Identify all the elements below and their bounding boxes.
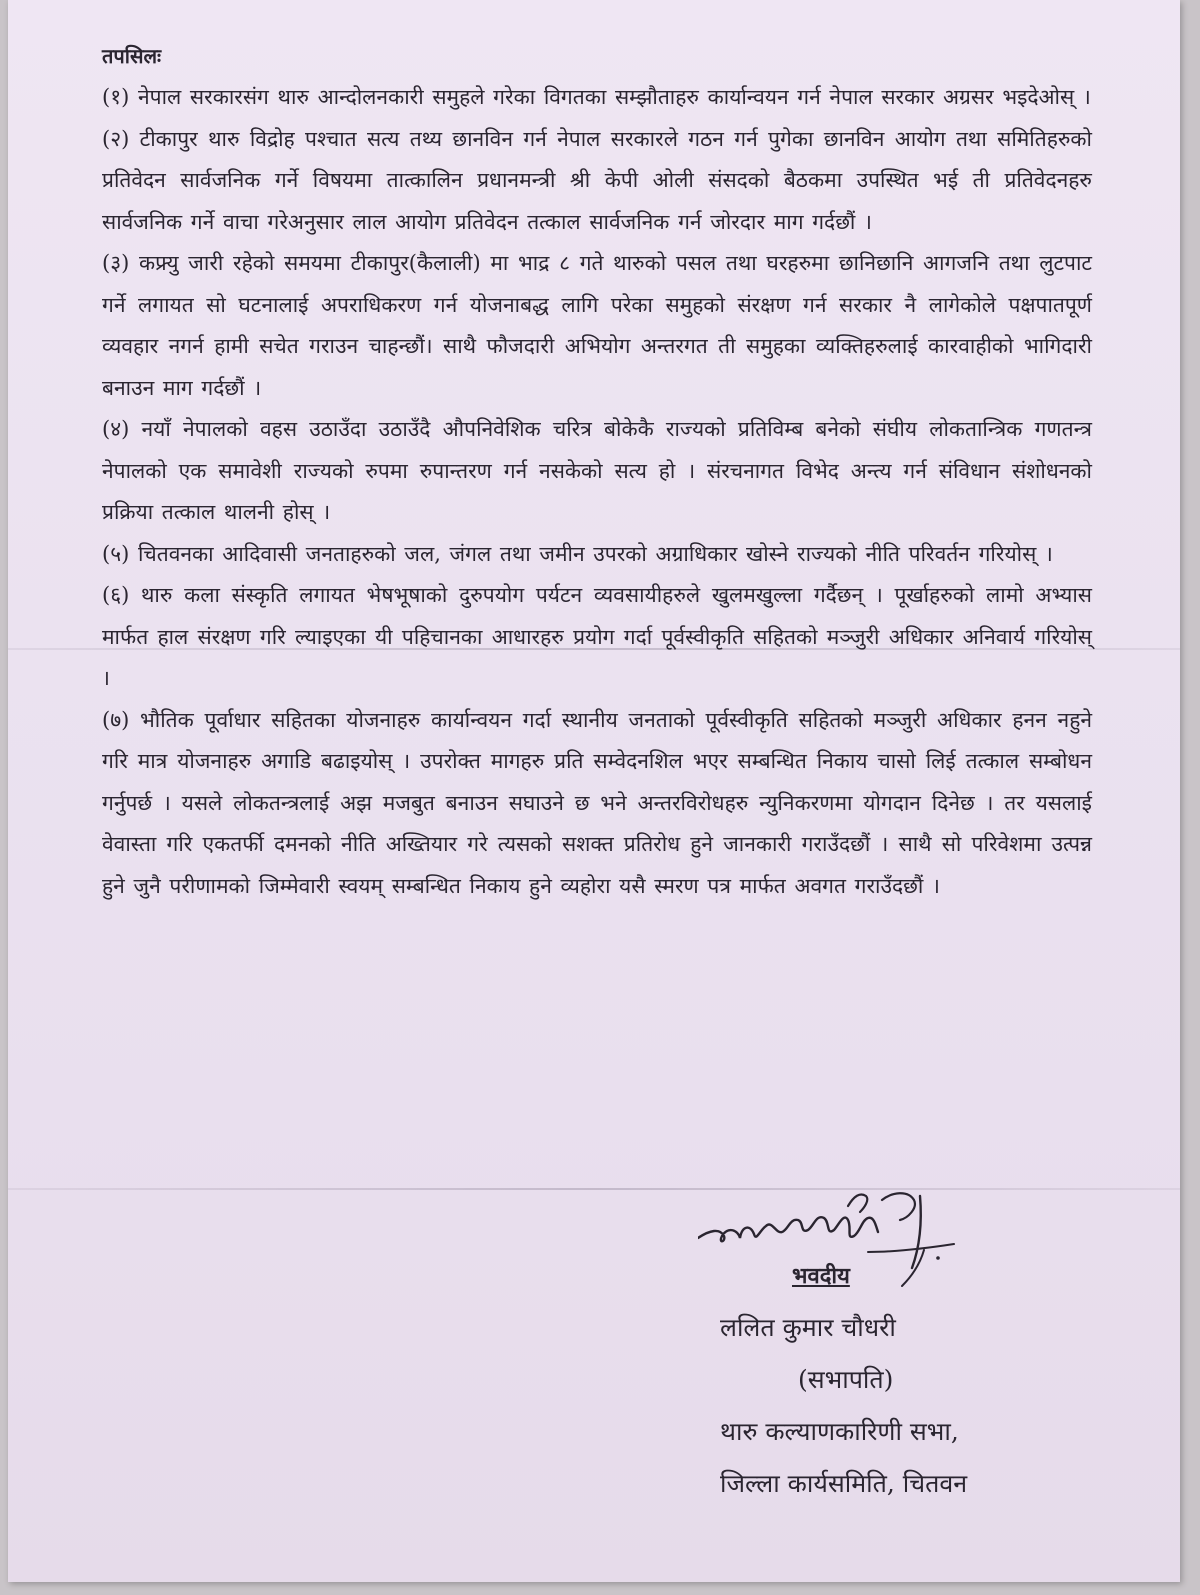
closing-word: भवदीय [792,1263,850,1289]
demand-paragraph-2: (२) टीकापुर थारु विद्रोह पश्चात सत्य तथ्य छानविन गर्न नेपाल सरकारले गठन गर्न पुगेका छानविन आयोग तथा समितिहरुको प्रतिवेदन सार्वजनिक गर्ने विषयमा तात्कालिन प्रधानमन्त्री श्री केपी ओली संसदको बैठकमा उपस्थित भई ती प्रतिवेदनहरु सार्वजनिक गर्ने वाचा गरेअनुसार लाल आयोग प्रतिवेदन तत्काल सार्वजनिक गर्न जोरदार माग गर्दछौं । [102,126,1092,234]
letter-body [102,42,1092,907]
letter-page [8,0,1180,1582]
details-heading: तपसिलः [102,44,162,68]
organization-name: थारु कल्याणकारिणी सभा, [720,1417,959,1446]
district-committee: जिल्ला कार्यसमिति, चितवन [720,1469,968,1498]
demand-paragraph-7: (७) भौतिक पूर्वाधार सहितका योजनाहरु कार्यान्वयन गर्दा स्थानीय जनताको पूर्वस्वीकृति सहितको मञ्जुरी अधिकार हनन नहुने गरि मात्र योजनाहरु अगाडि बढाइयोस् । उपरोक्त मागहरु प्रति सम्वेदनशिल भएर सम्बन्धित निकाय चासो लिई तत्काल सम्बोधन गर्नुपर्छ । यसले लोकतन्त्रलाई अझ मजबुत बनाउन सघाउने छ भने अन्तरविरोधहरु न्युनिकरणमा योगदान दिनेछ । तर यसलाई वेवास्ता गरि एकतर्फी दमनको नीति अख्तियार गरे त्यसको सशक्त प्रतिरोध हुने जानकारी गराउँदछौं । साथै सो परिवेशमा उत्पन्न हुने जुनै परीणामको जिम्मेवारी स्वयम् सम्बन्धित निकाय हुने व्यहोरा यसै स्मरण पत्र मार्फत अवगत गराउँदछौं । [102,707,1092,898]
demand-paragraph-3: (३) कफ्र्यु जारी रहेको समयमा टीकापुर(कैलाली) मा भाद्र ८ गते थारुको पसल तथा घरहरुमा छानिछानि आगजनि तथा लुटपाट गर्ने लगायत सो घटनालाई अपराधिकरण गर्न योजनाबद्ध लागि परेका समुहको संरक्षण गर्न सरकार नै लागेकोले पक्षपातपूर्ण व्यवहार नगर्न हामी सचेत गराउन चाहन्छौं। साथै फौजदारी अभियोग अन्तरगत ती समुहका व्यक्तिहरुलाई कारवाहीको भागिदारी बनाउन माग गर्दछौं । [102,251,1092,400]
signatory-title: (सभापति) [798,1365,894,1394]
signatory-name: ललित कुमार चौधरी [720,1313,896,1342]
signature-block [698,1190,1118,1530]
demand-paragraph-4: (४) नयाँ नेपालको वहस उठाउँदा उठाउँदै औपनिवेशिक चरित्र बोकेकै राज्यको प्रतिविम्ब बनेको संघीय लोकतान्त्रिक गणतन्त्र नेपालको एक समावेशी राज्यको रुपमा रुपान्तरण गर्न नसकेको सत्य हो । संरचनागत विभेद अन्त्य गर्न संविधान संशोधनको प्रक्रिया तत्काल थालनी होस् । [102,417,1092,524]
demand-paragraph-1: (१) नेपाल सरकारसंग थारु आन्दोलनकारी समुहले गरेका विगतका सम्झौताहरु कार्यान्वयन गर्न नेपाल सरकार अग्रसर भइदेओस् । [102,85,1091,109]
demand-paragraph-6: (६) थारु कला संस्कृति लगायत भेषभूषाको दुरुपयोग पर्यटन व्यवसायीहरुले खुलमखुल्ला गर्दैछन् । पूर्खाहरुको लामो अभ्यास मार्फत हाल संरक्षण गरि ल्याइएका यी पहिचानका आधारहरु प्रयोग गर्दा पूर्वस्वीकृति सहितको मञ्जुरी अधिकार अनिवार्य गरियोस् । [102,583,1092,690]
demand-paragraph-5: (५) चितवनका आदिवासी जनताहरुको जल, जंगल तथा जमीन उपरको अग्राधिकार खोस्ने राज्यको नीति परिवर्तन गरियोस् । [102,541,1053,566]
